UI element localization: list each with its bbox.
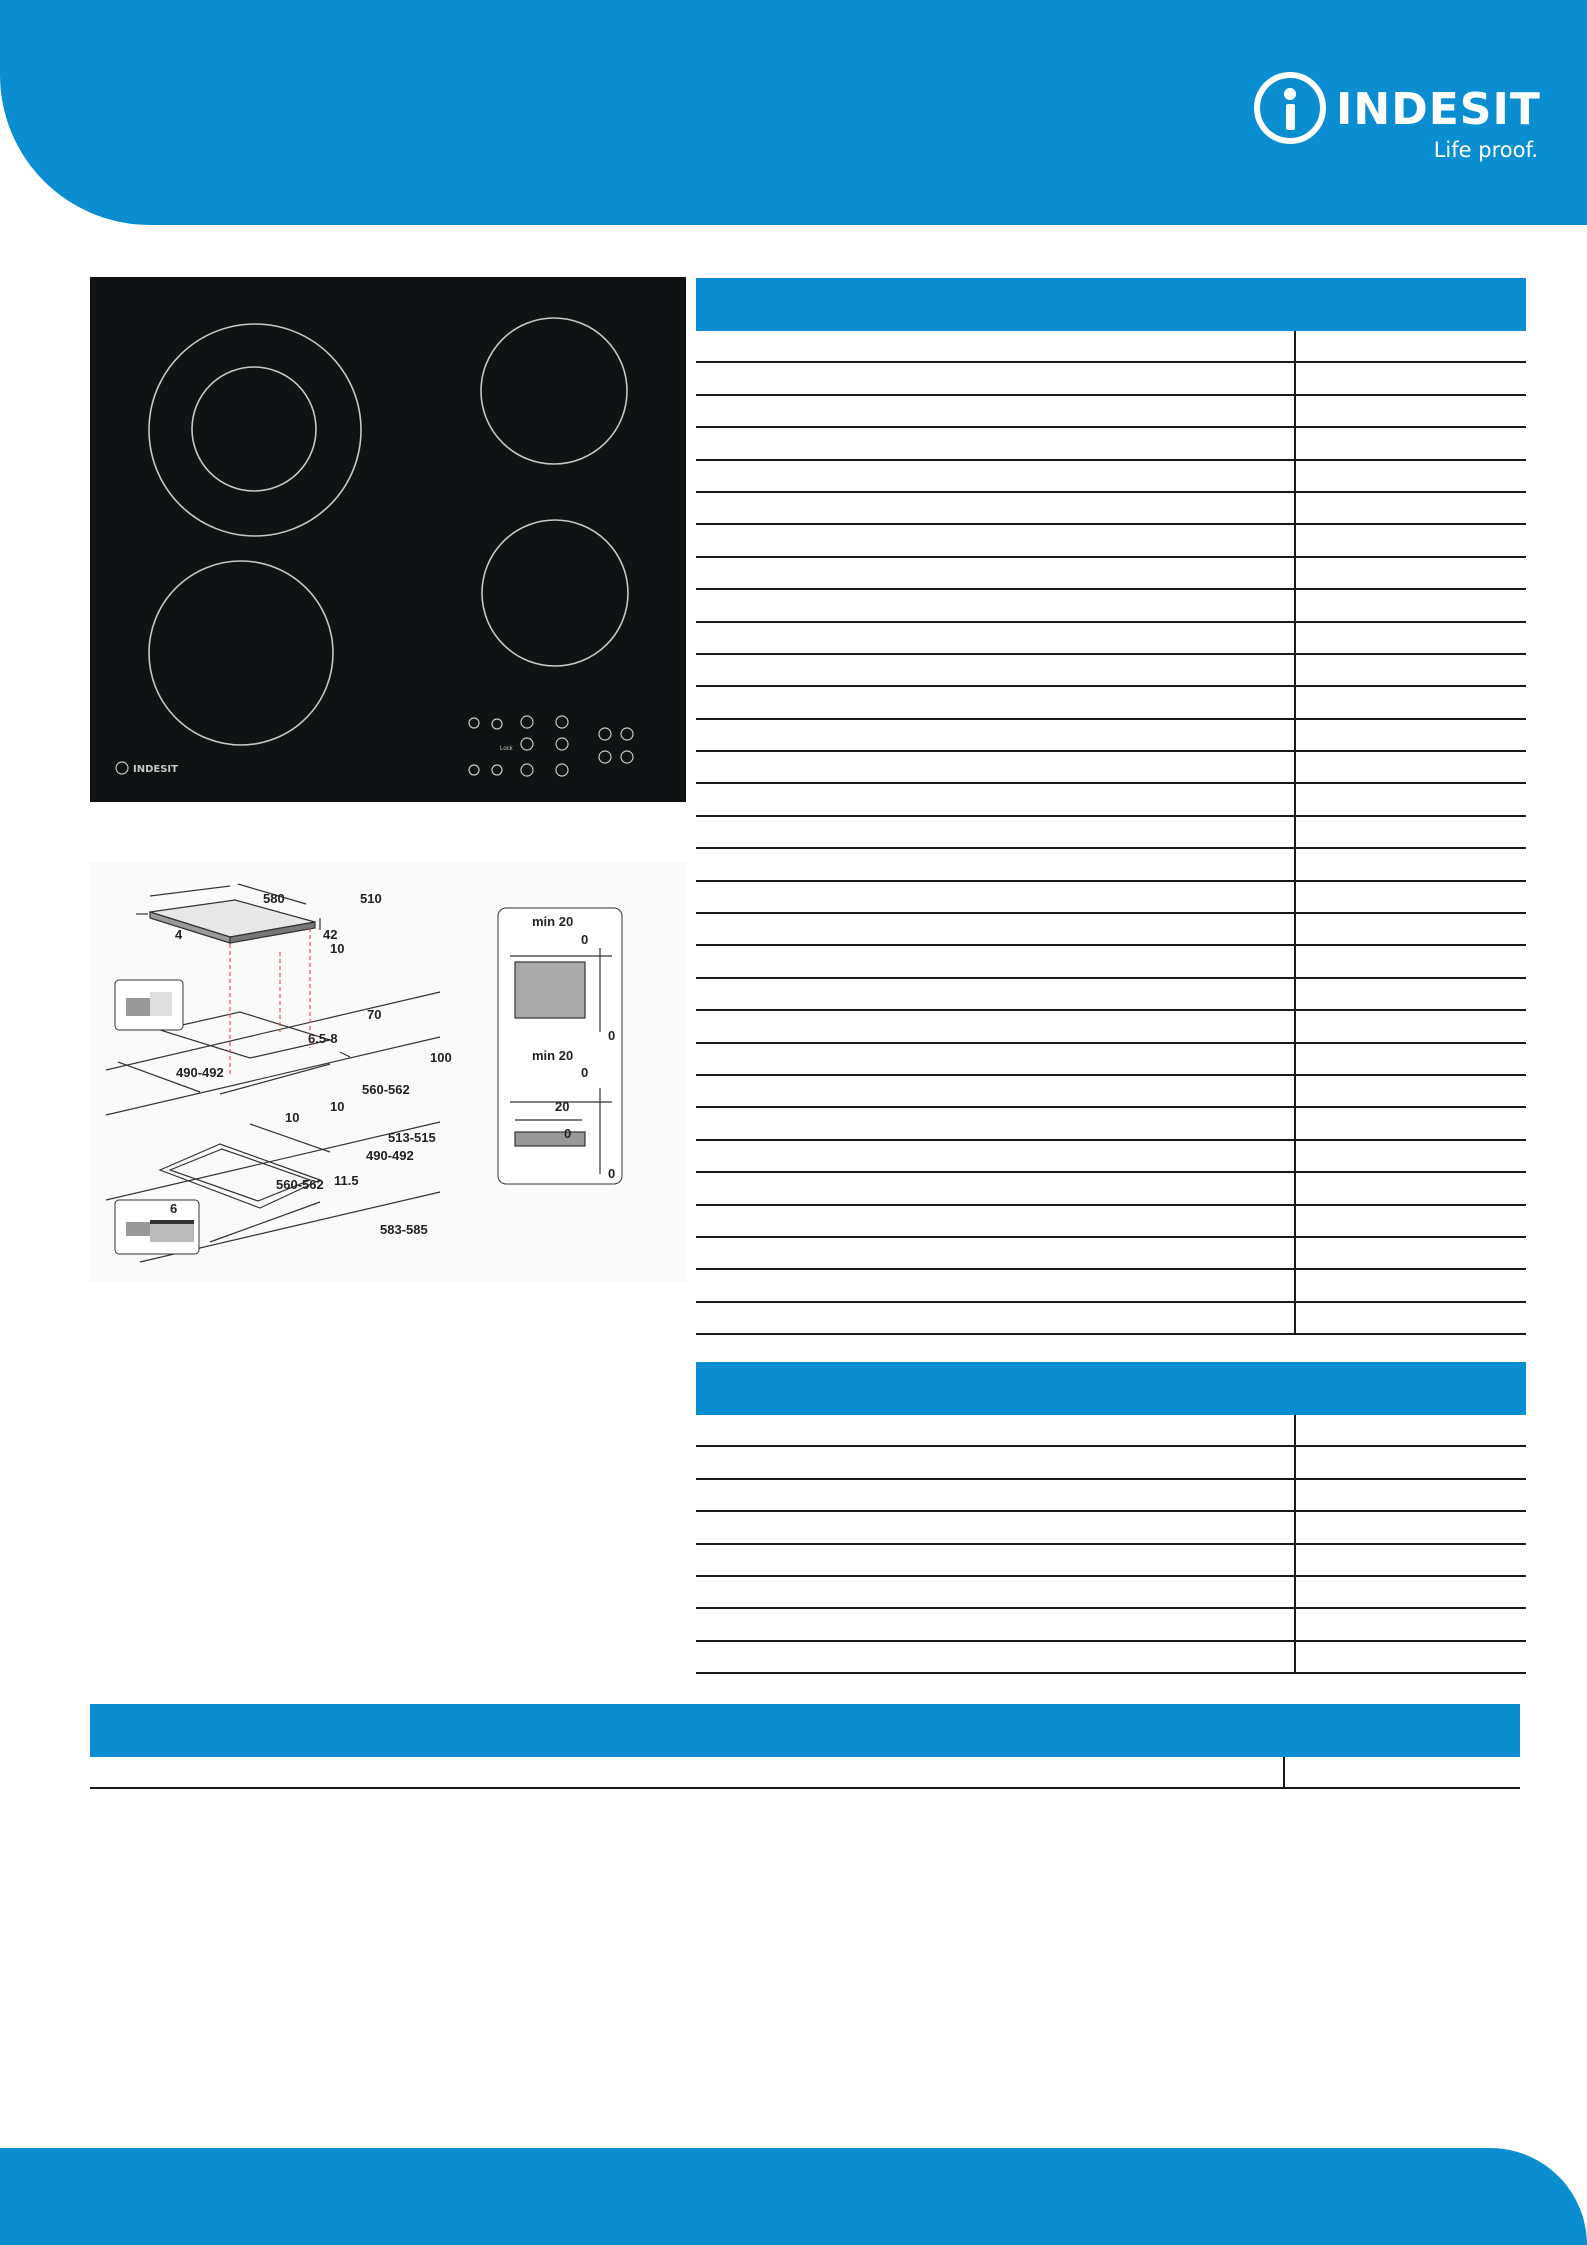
row-label xyxy=(696,752,1294,782)
table-row xyxy=(696,655,1526,687)
table-row xyxy=(696,396,1526,428)
dim-side-offset-right: 10 xyxy=(330,1099,345,1114)
dim-cutout-width: 560-562 xyxy=(362,1082,410,1097)
dim-frame-edge: 11.5 xyxy=(334,1173,359,1188)
row-value xyxy=(1294,882,1526,912)
spec-table-main-header xyxy=(696,278,1526,331)
table-row xyxy=(696,1173,1526,1205)
table-row xyxy=(696,1480,1526,1512)
row-label xyxy=(696,1076,1294,1106)
row-value xyxy=(1294,1447,1526,1477)
row-label xyxy=(696,331,1294,361)
row-value xyxy=(1294,1303,1526,1333)
table-row xyxy=(696,1270,1526,1302)
table-row xyxy=(696,493,1526,525)
table-row xyxy=(696,849,1526,881)
dim-frame-inner-width: 560-562 xyxy=(276,1177,324,1192)
row-label xyxy=(696,623,1294,653)
table-row xyxy=(696,428,1526,460)
row-label xyxy=(696,1108,1294,1138)
row-value xyxy=(1294,396,1526,426)
row-value xyxy=(1294,914,1526,944)
row-label xyxy=(696,1609,1294,1639)
table-row xyxy=(696,817,1526,849)
table-row xyxy=(696,1141,1526,1173)
product-photo xyxy=(90,277,686,802)
row-value xyxy=(1294,817,1526,847)
table-row xyxy=(696,461,1526,493)
table-row xyxy=(696,1447,1526,1479)
row-value xyxy=(1294,1011,1526,1041)
table-row xyxy=(696,1512,1526,1544)
row-value xyxy=(1294,1206,1526,1236)
row-label xyxy=(696,882,1294,912)
table-row xyxy=(696,720,1526,752)
row-label xyxy=(696,687,1294,717)
table-row xyxy=(696,1076,1526,1108)
row-value xyxy=(1294,558,1526,588)
row-label xyxy=(696,493,1294,523)
spec-table-main xyxy=(696,278,1526,1335)
table-row xyxy=(696,1011,1526,1043)
row-value xyxy=(1294,1173,1526,1203)
table-row xyxy=(90,1757,1520,1789)
row-value xyxy=(1294,428,1526,458)
row-label xyxy=(696,1238,1294,1268)
row-label xyxy=(696,914,1294,944)
row-value xyxy=(1294,1044,1526,1074)
dim-frame-inner-depth: 490-492 xyxy=(366,1148,414,1163)
table-row xyxy=(696,979,1526,1011)
row-value xyxy=(1294,1108,1526,1138)
dim-width: 580 xyxy=(263,891,285,906)
hob-logo-text: INDESIT xyxy=(133,764,178,775)
row-value xyxy=(1294,752,1526,782)
row-value xyxy=(1294,1609,1526,1639)
spec-table-second xyxy=(696,1362,1526,1674)
row-value xyxy=(1294,784,1526,814)
side-zero-top: 0 xyxy=(581,932,589,947)
table-row xyxy=(696,623,1526,655)
brand-mark-icon xyxy=(1252,66,1332,146)
dim-frame-depth: 513-515 xyxy=(388,1130,436,1145)
dim-front-offset: 10 xyxy=(330,941,345,956)
dim-cutout-depth: 490-492 xyxy=(176,1065,224,1080)
row-label xyxy=(696,946,1294,976)
dim-frame-outer-width: 583-585 xyxy=(380,1222,428,1237)
dim-thickness: 4 xyxy=(175,927,183,942)
dim-cutout-depth-offset: 70 xyxy=(367,1007,382,1022)
row-label xyxy=(696,590,1294,620)
row-value xyxy=(1294,1141,1526,1171)
row-label xyxy=(696,1415,1294,1445)
table-row xyxy=(696,687,1526,719)
row-value xyxy=(1294,1076,1526,1106)
row-value xyxy=(1294,590,1526,620)
row-label xyxy=(696,849,1294,879)
table-row xyxy=(696,1642,1526,1674)
table-row xyxy=(696,784,1526,816)
row-label xyxy=(696,461,1294,491)
row-label xyxy=(696,720,1294,750)
table-row xyxy=(696,1108,1526,1140)
table-row xyxy=(696,558,1526,590)
row-value xyxy=(1294,1545,1526,1575)
control-panel-label: Lock xyxy=(500,746,513,752)
row-label xyxy=(696,1577,1294,1607)
footer-band xyxy=(0,2148,1587,2245)
row-label xyxy=(696,1173,1294,1203)
side-zero-bottom-c: 0 xyxy=(608,1166,616,1181)
table-row xyxy=(696,525,1526,557)
row-label xyxy=(696,1270,1294,1300)
table-row xyxy=(696,914,1526,946)
row-label xyxy=(696,1447,1294,1477)
row-value xyxy=(1294,1512,1526,1542)
table-row xyxy=(696,331,1526,363)
table-row xyxy=(696,1415,1526,1447)
side-zero-bottom-b: 0 xyxy=(564,1126,572,1141)
row-label xyxy=(90,1757,1283,1787)
row-value xyxy=(1294,1238,1526,1268)
side-min-bottom: min 20 xyxy=(532,1048,574,1063)
row-value xyxy=(1283,1757,1520,1787)
row-label xyxy=(696,655,1294,685)
row-label xyxy=(696,1303,1294,1333)
spec-table-bottom-header xyxy=(90,1704,1520,1757)
dim-worktop-depth: 6.5-8 xyxy=(308,1031,338,1046)
row-label xyxy=(696,1545,1294,1575)
row-value xyxy=(1294,363,1526,393)
side-min-top: min 20 xyxy=(532,914,574,929)
brand-wordmark: INDESIT xyxy=(1336,84,1541,135)
row-value xyxy=(1294,655,1526,685)
row-value xyxy=(1294,623,1526,653)
side-zero-right: 0 xyxy=(608,1028,616,1043)
installation-diagram xyxy=(90,862,686,1282)
row-label xyxy=(696,817,1294,847)
table-row xyxy=(696,1545,1526,1577)
row-value xyxy=(1294,849,1526,879)
table-row xyxy=(696,1303,1526,1335)
side-zero-bottom-a: 0 xyxy=(581,1065,589,1080)
row-value xyxy=(1294,687,1526,717)
table-row xyxy=(696,946,1526,978)
row-label xyxy=(696,979,1294,1009)
row-label xyxy=(696,1044,1294,1074)
dim-side-offset-left: 10 xyxy=(285,1110,300,1125)
row-value xyxy=(1294,331,1526,361)
brand-logo xyxy=(1252,66,1541,176)
row-label xyxy=(696,558,1294,588)
row-label xyxy=(696,1206,1294,1236)
table-row xyxy=(696,1609,1526,1641)
side-twenty: 20 xyxy=(555,1099,570,1114)
row-value xyxy=(1294,493,1526,523)
table-row xyxy=(696,1206,1526,1238)
dim-depth: 510 xyxy=(360,891,382,906)
row-value xyxy=(1294,979,1526,1009)
table-row xyxy=(696,882,1526,914)
table-row xyxy=(696,363,1526,395)
row-label xyxy=(696,428,1294,458)
spec-table-second-header xyxy=(696,1362,1526,1415)
row-value xyxy=(1294,1270,1526,1300)
row-value xyxy=(1294,461,1526,491)
table-row xyxy=(696,1044,1526,1076)
brand-tagline: Life proof. xyxy=(1433,138,1538,162)
row-value xyxy=(1294,525,1526,555)
row-label xyxy=(696,1141,1294,1171)
row-value xyxy=(1294,1577,1526,1607)
row-label xyxy=(696,1642,1294,1672)
row-label xyxy=(696,784,1294,814)
dim-rear-clearance: 100 xyxy=(430,1050,452,1065)
row-label xyxy=(696,525,1294,555)
table-row xyxy=(696,752,1526,784)
row-label xyxy=(696,1011,1294,1041)
row-label xyxy=(696,363,1294,393)
dim-height: 42 xyxy=(323,927,338,942)
row-value xyxy=(1294,1642,1526,1672)
row-value xyxy=(1294,946,1526,976)
row-label xyxy=(696,1480,1294,1510)
spec-table-bottom xyxy=(90,1704,1520,1789)
row-value xyxy=(1294,1415,1526,1445)
table-row xyxy=(696,1577,1526,1609)
row-value xyxy=(1294,1480,1526,1510)
row-label xyxy=(696,396,1294,426)
table-row xyxy=(696,590,1526,622)
row-label xyxy=(696,1512,1294,1542)
row-value xyxy=(1294,720,1526,750)
table-row xyxy=(696,1238,1526,1270)
dim-seal-thickness: 6 xyxy=(170,1201,178,1216)
